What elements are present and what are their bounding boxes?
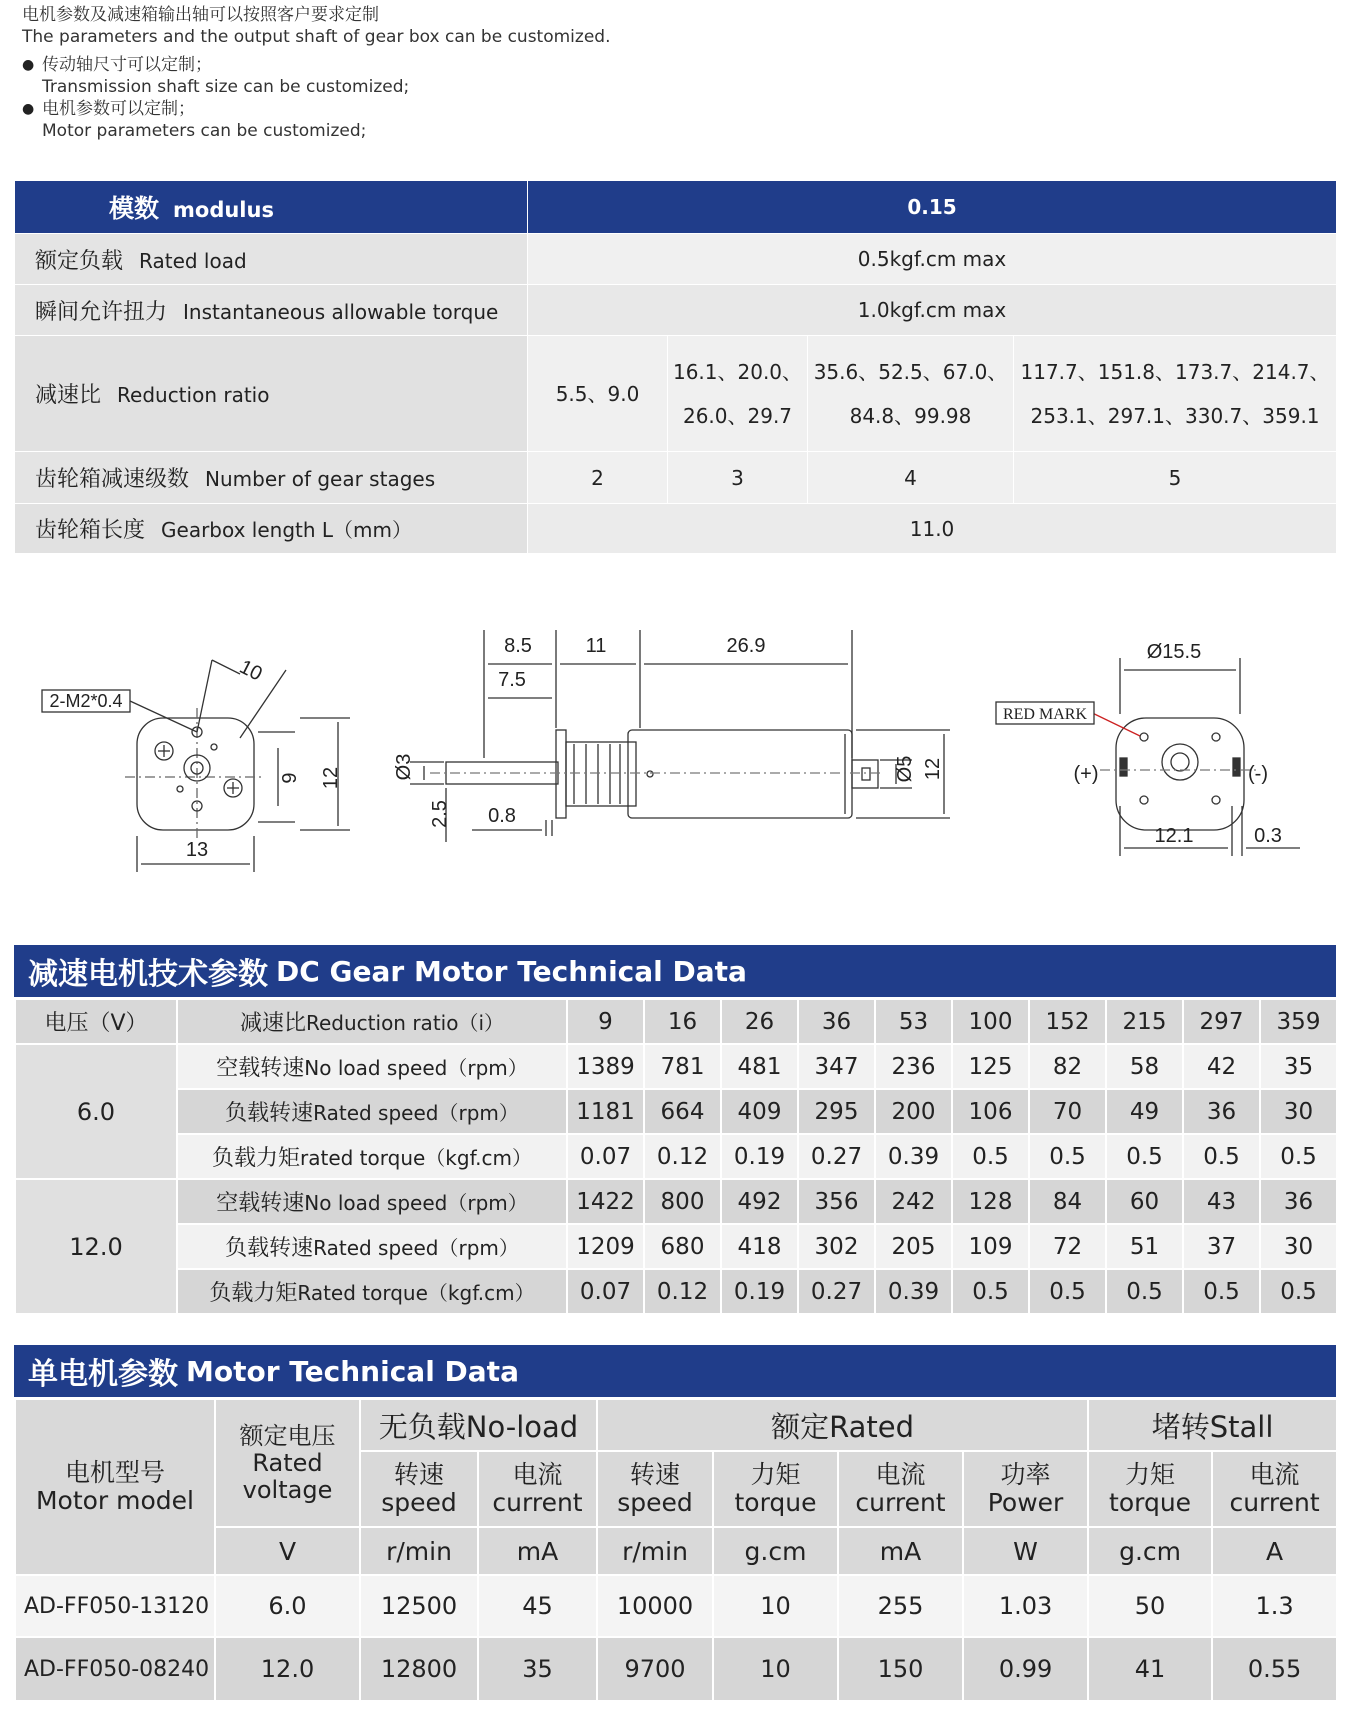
cell: 1422 (567, 1179, 644, 1224)
table-row (15, 1179, 1337, 1224)
cell: 30 (1260, 1089, 1337, 1134)
label-en: Gearbox length L（mm） (161, 518, 413, 542)
cell: 0.19 (721, 1134, 798, 1179)
modulus-label-en: modulus (173, 198, 274, 222)
cell: 1.3 (1212, 1575, 1337, 1637)
rated-group-header: 额定Rated (597, 1399, 1088, 1451)
length-row (15, 504, 1337, 554)
param-en: No load speed（rpm） (304, 1056, 528, 1080)
ratio-value: 297 (1183, 999, 1260, 1044)
plus-terminal: (+) (1073, 763, 1099, 785)
ratio-value: 359 (1260, 999, 1337, 1044)
label-en: Number of gear stages (205, 467, 436, 491)
group-header-row (15, 1399, 1337, 1451)
cell: 0.39 (875, 1269, 952, 1314)
dim-9: 9 (279, 772, 301, 784)
unit: mA (838, 1527, 963, 1575)
cell: 418 (721, 1224, 798, 1269)
unit: g.cm (1088, 1527, 1212, 1575)
cell: 45 (478, 1575, 597, 1637)
modulus-row (15, 181, 1337, 234)
cell: 10 (713, 1575, 838, 1637)
unit: g.cm (713, 1527, 838, 1575)
table-row (15, 1637, 1337, 1701)
bullet-en: Transmission shaft size can be customized; (42, 77, 410, 97)
ratio-value: 36 (798, 999, 875, 1044)
cell: 84 (1029, 1179, 1106, 1224)
sub-zh: 电流 (1249, 1460, 1300, 1489)
dim-phi3: Ø3 (393, 753, 415, 781)
dim-0-8: 0.8 (488, 805, 516, 827)
table-row (15, 1575, 1337, 1637)
intro-line-en: The parameters and the output shaft of gear box can be customized. (22, 27, 611, 47)
cell: 0.12 (644, 1134, 721, 1179)
unit: W (963, 1527, 1088, 1575)
param-en: Rated speed（rpm） (313, 1236, 519, 1260)
cell: 0.5 (1029, 1269, 1106, 1314)
ratio-value: 9 (567, 999, 644, 1044)
cell: 356 (798, 1179, 875, 1224)
param-en: No load speed（rpm） (304, 1191, 528, 1215)
cell: 128 (952, 1179, 1029, 1224)
ratio-value: 53 (875, 999, 952, 1044)
label-zh: 减速比 (35, 383, 102, 408)
cell: 50 (1088, 1575, 1212, 1637)
cell: 0.27 (798, 1269, 875, 1314)
ratio-value: 152 (1029, 999, 1106, 1044)
cell: 70 (1029, 1089, 1106, 1134)
section-title-en: Motor Technical Data (186, 1354, 519, 1388)
cell: 0.39 (875, 1134, 952, 1179)
voltage-header-text: 电压（V） (44, 1011, 148, 1036)
param-en: rated torque（kgf.cm） (300, 1146, 533, 1170)
modulus-label-zh: 模数 (109, 194, 160, 223)
cell: 58 (1106, 1044, 1183, 1089)
sub-en: torque (734, 1488, 817, 1517)
param-name (177, 1089, 567, 1134)
gearbox-table (14, 180, 1337, 554)
stage-value: 2 (528, 452, 668, 504)
modulus-label (15, 181, 528, 234)
cell: 12.0 (215, 1637, 360, 1701)
sub-zh: 转速 (630, 1460, 681, 1489)
bullet-item (22, 98, 1322, 142)
motor-table (14, 1398, 1338, 1702)
ratio-label (15, 336, 528, 452)
motor-model: AD-FF050-08240 (15, 1637, 215, 1701)
length-value: 11.0 (528, 504, 1337, 554)
bullet-zh: 传动轴尺寸可以定制； (42, 55, 212, 75)
motor-section-header (14, 1345, 1336, 1397)
ratio-line: 35.6、52.5、67.0、 (813, 359, 1008, 384)
sub-header (1088, 1451, 1212, 1527)
label-zh: 额定负载 (35, 248, 124, 274)
length-label (15, 504, 528, 554)
intro-notes (22, 4, 1322, 142)
cell: 42 (1183, 1044, 1260, 1089)
param-name (177, 1224, 567, 1269)
sub-zh: 功率 (1000, 1460, 1051, 1489)
bullet-zh: 电机参数可以定制； (42, 99, 195, 119)
param-zh: 负载力矩 (209, 1281, 298, 1306)
dim-13: 13 (185, 839, 209, 861)
dim-2-5: 2.5 (429, 800, 451, 828)
dim-12-1: 12.1 (1154, 825, 1194, 847)
ratio-header-row (15, 999, 1337, 1044)
cell: 49 (1106, 1089, 1183, 1134)
cell: 0.5 (1106, 1269, 1183, 1314)
bullet-en: Motor parameters can be customized; (42, 121, 367, 141)
cell: 347 (798, 1044, 875, 1089)
sub-header (838, 1451, 963, 1527)
cell: 125 (952, 1044, 1029, 1089)
cell: 0.07 (567, 1134, 644, 1179)
cell: 800 (644, 1179, 721, 1224)
rated-voltage-en: voltage (242, 1475, 333, 1504)
cell: 781 (644, 1044, 721, 1089)
cell: 109 (952, 1224, 1029, 1269)
sub-header (360, 1451, 478, 1527)
cell: 36 (1183, 1089, 1260, 1134)
stage-value: 4 (808, 452, 1014, 504)
rated-load-label (15, 234, 528, 285)
cell: 664 (644, 1089, 721, 1134)
torque-row (15, 285, 1337, 336)
dim-10: 10 (235, 655, 266, 686)
ratio-line: 253.1、297.1、330.7、359.1 (1030, 403, 1320, 428)
sub-zh: 电流 (875, 1460, 926, 1489)
cell: 0.12 (644, 1269, 721, 1314)
dim-7-5: 7.5 (498, 669, 526, 691)
param-zh: 负载转速 (225, 1101, 314, 1126)
sub-en: speed (617, 1488, 693, 1517)
param-zh: 负载转速 (225, 1236, 314, 1261)
model-header-en: Motor model (35, 1486, 195, 1515)
model-header-zh: 电机型号 (64, 1458, 165, 1487)
cell: 10000 (597, 1575, 713, 1637)
rated-voltage-en: Rated (252, 1448, 323, 1477)
cell: 150 (838, 1637, 963, 1701)
dim-0-3: 0.3 (1254, 825, 1282, 847)
cell: 302 (798, 1224, 875, 1269)
section-title-zh: 单电机参数 (28, 1357, 178, 1392)
ratio-line: 5.5、9.0 (555, 381, 640, 406)
cell: 0.5 (952, 1269, 1029, 1314)
cell: 35 (478, 1637, 597, 1701)
ratio-line: 84.8、99.98 (849, 403, 972, 428)
ratio-group (528, 336, 668, 452)
unit: V (215, 1527, 360, 1575)
ratio-header (177, 999, 567, 1044)
cell: 0.99 (963, 1637, 1088, 1701)
rated-voltage-header (215, 1399, 360, 1527)
sub-zh: 力矩 (750, 1460, 801, 1489)
cell: 0.5 (1183, 1269, 1260, 1314)
cell: 680 (644, 1224, 721, 1269)
intro-line-zh: 电机参数及减速箱输出轴可以按照客户要求定制 (22, 5, 379, 25)
minus-terminal: (-) (1248, 763, 1268, 785)
dim-phi5: Ø5 (894, 755, 916, 783)
cell: 200 (875, 1089, 952, 1134)
cell: 1389 (567, 1044, 644, 1089)
cell: 0.55 (1212, 1637, 1337, 1701)
label-zh: 齿轮箱减速级数 (35, 467, 190, 492)
rated-voltage-zh: 额定电压 (239, 1421, 336, 1450)
cell: 41 (1088, 1637, 1212, 1701)
sub-header (597, 1451, 713, 1527)
cell: 255 (838, 1575, 963, 1637)
param-en: Rated torque（kgf.cm） (297, 1281, 535, 1305)
stages-row (15, 452, 1337, 504)
cell: 1209 (567, 1224, 644, 1269)
cell: 242 (875, 1179, 952, 1224)
cell: 0.5 (1260, 1134, 1337, 1179)
cell: 6.0 (215, 1575, 360, 1637)
cell: 0.5 (1260, 1269, 1337, 1314)
noload-group-header: 无负载No-load (360, 1399, 597, 1451)
param-zh: 空载转速 (216, 1191, 305, 1216)
unit: r/min (597, 1527, 713, 1575)
sub-zh: 转速 (393, 1460, 444, 1489)
cell: 12800 (360, 1637, 478, 1701)
ratio-value: 215 (1106, 999, 1183, 1044)
ratio-value: 26 (721, 999, 798, 1044)
ratio-group (668, 336, 808, 452)
cell: 9700 (597, 1637, 713, 1701)
sub-en: current (855, 1488, 946, 1517)
label-zh: 瞬间允许扭力 (35, 299, 168, 325)
modulus-value: 0.15 (528, 181, 1337, 234)
torque-value: 1.0kgf.cm max (528, 285, 1337, 336)
sub-zh: 力矩 (1125, 1460, 1176, 1489)
sub-zh: 电流 (512, 1460, 563, 1489)
cell: 0.07 (567, 1269, 644, 1314)
cell: 0.5 (1106, 1134, 1183, 1179)
ratio-line: 16.1、20.0、 (672, 359, 803, 384)
voltage-cell: 12.0 (15, 1179, 177, 1314)
ratio-row (15, 336, 1337, 452)
table-row (15, 1269, 1337, 1314)
thread-label: 2-M2*0.4 (49, 691, 123, 711)
section-title-en: DC Gear Motor Technical Data (276, 954, 747, 988)
stage-value: 5 (1014, 452, 1337, 504)
voltage-header (15, 999, 177, 1044)
ratio-header-zh: 减速比 (239, 1011, 306, 1036)
cell: 0.5 (1029, 1134, 1106, 1179)
cell: 409 (721, 1089, 798, 1134)
cell: 82 (1029, 1044, 1106, 1089)
table-row (15, 1224, 1337, 1269)
bullet-icon: ● (22, 101, 35, 117)
label-en: Instantaneous allowable torque (183, 299, 499, 324)
table-row (15, 1044, 1337, 1089)
sub-en: current (1229, 1488, 1320, 1517)
gear-motor-table (14, 998, 1338, 1315)
bullet-item (22, 54, 1322, 98)
sub-en: Power (987, 1488, 1064, 1517)
ratio-line: 117.7、151.8、173.7、214.7、 (1020, 359, 1330, 384)
cell: 12500 (360, 1575, 478, 1637)
param-en: Rated speed（rpm） (313, 1101, 519, 1125)
unit: A (1212, 1527, 1337, 1575)
rated-load-value: 0.5kgf.cm max (528, 234, 1337, 285)
cell: 236 (875, 1044, 952, 1089)
dimension-drawing (0, 630, 1350, 900)
stages-label (15, 452, 528, 504)
cell: 10 (713, 1637, 838, 1701)
voltage-cell: 6.0 (15, 1044, 177, 1179)
ratio-value: 16 (644, 999, 721, 1044)
unit: r/min (360, 1527, 478, 1575)
cell: 0.19 (721, 1269, 798, 1314)
cell: 1.03 (963, 1575, 1088, 1637)
model-header (15, 1399, 215, 1575)
sub-en: speed (381, 1488, 457, 1517)
dim-8-5: 8.5 (504, 635, 532, 657)
label-zh: 齿轮箱长度 (35, 518, 146, 543)
rated-load-row (15, 234, 1337, 285)
cell: 0.5 (952, 1134, 1029, 1179)
sub-header (1212, 1451, 1337, 1527)
param-name (177, 1269, 567, 1314)
sub-en: torque (1109, 1488, 1192, 1517)
dim-phi15-5: Ø15.5 (1146, 641, 1202, 663)
param-zh: 负载力矩 (211, 1146, 300, 1171)
gear-motor-section-header (14, 945, 1336, 997)
cell: 30 (1260, 1224, 1337, 1269)
motor-model: AD-FF050-13120 (15, 1575, 215, 1637)
cell: 35 (1260, 1044, 1337, 1089)
ratio-group (1014, 336, 1337, 452)
cell: 72 (1029, 1224, 1106, 1269)
param-name (177, 1179, 567, 1224)
red-mark-label: RED MARK (1002, 706, 1088, 723)
cell: 205 (875, 1224, 952, 1269)
param-name (177, 1134, 567, 1179)
cell: 36 (1260, 1179, 1337, 1224)
cell: 481 (721, 1044, 798, 1089)
cell: 1181 (567, 1089, 644, 1134)
cell: 106 (952, 1089, 1029, 1134)
sub-header (963, 1451, 1088, 1527)
cell: 60 (1106, 1179, 1183, 1224)
cell: 0.27 (798, 1134, 875, 1179)
sub-header (478, 1451, 597, 1527)
cell: 51 (1106, 1224, 1183, 1269)
cell: 492 (721, 1179, 798, 1224)
bullet-icon: ● (22, 57, 35, 73)
cell: 37 (1183, 1224, 1260, 1269)
torque-label (15, 285, 528, 336)
stall-group-header: 堵转Stall (1088, 1399, 1337, 1451)
cell: 0.5 (1183, 1134, 1260, 1179)
ratio-header-en: Reduction ratio（i） (306, 1011, 505, 1035)
dim-12-side: 12 (922, 757, 944, 781)
table-row (15, 1089, 1337, 1134)
label-en: Rated load (139, 248, 247, 273)
stage-value: 3 (668, 452, 808, 504)
dim-12: 12 (320, 766, 342, 790)
sub-en: current (492, 1488, 583, 1517)
param-zh: 空载转速 (216, 1056, 305, 1081)
unit: mA (478, 1527, 597, 1575)
ratio-value: 100 (952, 999, 1029, 1044)
cell: 295 (798, 1089, 875, 1134)
table-row (15, 1134, 1337, 1179)
dim-11: 11 (585, 635, 607, 657)
param-name (177, 1044, 567, 1089)
ratio-group (808, 336, 1014, 452)
sub-header (713, 1451, 838, 1527)
ratio-line: 26.0、29.7 (682, 403, 793, 428)
section-title-zh: 减速电机技术参数 (28, 957, 268, 992)
label-en: Reduction ratio (117, 383, 270, 407)
dim-26-9: 26.9 (726, 635, 766, 657)
cell: 43 (1183, 1179, 1260, 1224)
